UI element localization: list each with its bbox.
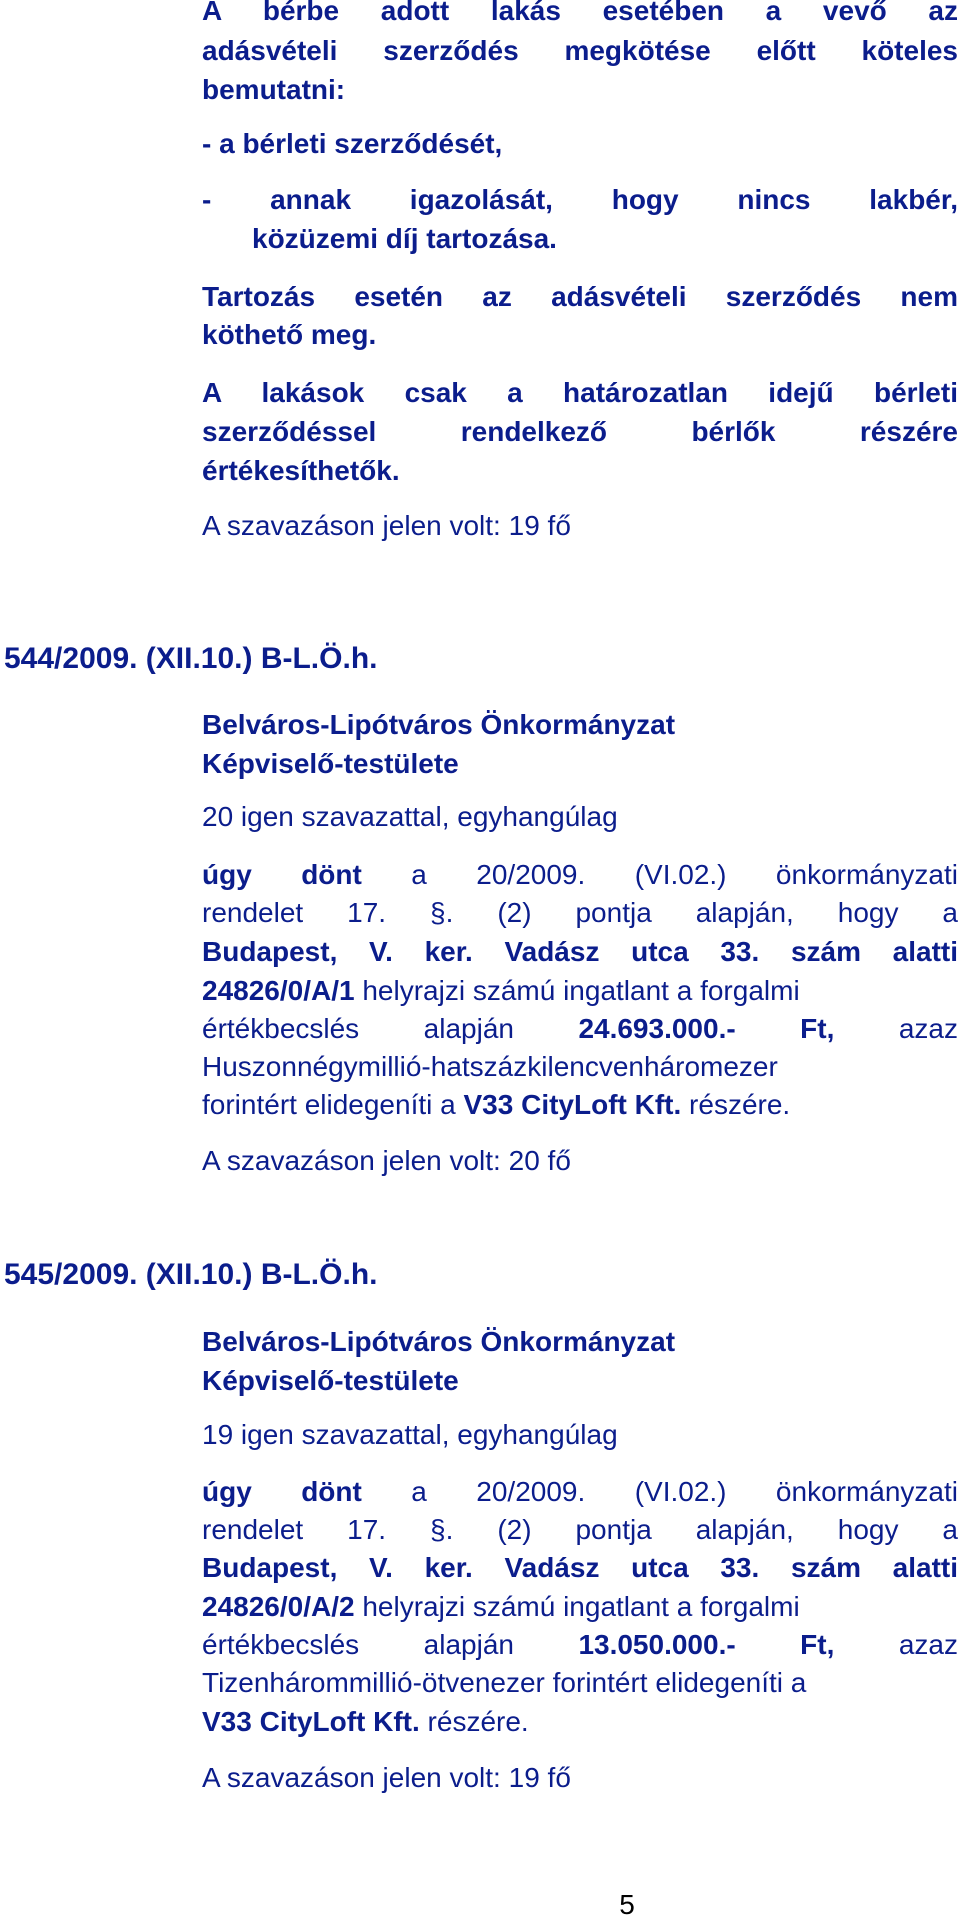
decision-line-5: értékbecslés alapján 24.693.000.- Ft, azaz bbox=[202, 1013, 958, 1044]
decision-line-3: Budapest, V. ker. Vadász utca 33. szám alatti bbox=[202, 1552, 958, 1583]
decision-line-4: 24826/0/A/2 helyrajzi számú ingatlant a forgalmi bbox=[202, 1591, 800, 1622]
decision-line-7: forintért elidegeníti a V33 CityLoft Kft. részére. bbox=[202, 1089, 791, 1120]
list-item-debt-line-1: - annak igazolását, hogy nincs lakbér, bbox=[202, 184, 958, 215]
sale-note-line-3: értékesíthetők. bbox=[202, 455, 400, 486]
list-item-lease: - a bérleti szerződését, bbox=[202, 128, 503, 159]
decision-line-6: Tizenhárommillió-ötvenezer forintért elidegeníti a bbox=[202, 1667, 807, 1698]
attendance-intro: A szavazáson jelen volt: 19 fő bbox=[202, 510, 571, 541]
council-name-line-2: Képviselő-testülete bbox=[202, 1365, 459, 1396]
decision-line-1: úgy dönt a 20/2009. (VI.02.) önkormányzati bbox=[202, 1476, 959, 1507]
vote-result: 20 igen szavazattal, egyhangúlag bbox=[202, 801, 618, 832]
decision-line-2: rendelet 17. §. (2) pontja alapján, hogy a bbox=[202, 897, 958, 928]
decision-line-6: Huszonnégymillió-hatszázkilencvenháromezer bbox=[202, 1051, 778, 1082]
attendance: A szavazáson jelen volt: 20 fő bbox=[202, 1145, 571, 1176]
decision-line-4: 24826/0/A/1 helyrajzi számú ingatlant a forgalmi bbox=[202, 975, 800, 1006]
debt-note-line-2: köthető meg. bbox=[202, 319, 377, 350]
council-name-line-2: Képviselő-testülete bbox=[202, 748, 459, 779]
decision-line-7: V33 CityLoft Kft. részére. bbox=[202, 1706, 529, 1737]
resolution-number: 545/2009. (XII.10.) B-L.Ö.h. bbox=[4, 1258, 378, 1291]
intro-line-2: adásvételi szerződés megkötése előtt köteles bbox=[202, 35, 958, 66]
decision-line-2: rendelet 17. §. (2) pontja alapján, hogy a bbox=[202, 1514, 958, 1545]
decision-line-5: értékbecslés alapján 13.050.000.- Ft, azaz bbox=[202, 1629, 958, 1660]
intro-line-1: A bérbe adott lakás esetében a vevő az bbox=[202, 0, 958, 26]
decision-line-3: Budapest, V. ker. Vadász utca 33. szám alatti bbox=[202, 936, 958, 967]
intro-line-3: bemutatni: bbox=[202, 74, 346, 105]
page-number: 5 bbox=[619, 1889, 635, 1920]
decision-line-1: úgy dönt a 20/2009. (VI.02.) önkormányzati bbox=[202, 859, 959, 890]
sale-note-line-2: szerződéssel rendelkező bérlők részére bbox=[202, 416, 958, 447]
debt-note-line-1: Tartozás esetén az adásvételi szerződés nem bbox=[202, 281, 958, 312]
attendance: A szavazáson jelen volt: 19 fő bbox=[202, 1762, 571, 1793]
list-item-debt-line-2: közüzemi díj tartozása. bbox=[252, 223, 557, 254]
council-name-line-1: Belváros-Lipótváros Önkormányzat bbox=[202, 1326, 676, 1357]
resolution-number: 544/2009. (XII.10.) B-L.Ö.h. bbox=[4, 642, 378, 675]
sale-note-line-1: A lakások csak a határozatlan idejű bérleti bbox=[202, 377, 958, 408]
council-name-line-1: Belváros-Lipótváros Önkormányzat bbox=[202, 709, 676, 740]
vote-result: 19 igen szavazattal, egyhangúlag bbox=[202, 1419, 618, 1450]
